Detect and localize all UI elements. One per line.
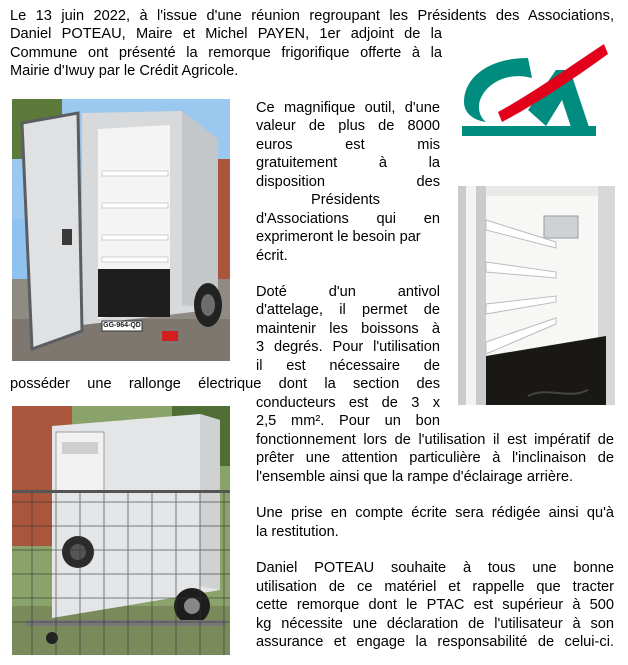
p4-line-1: Daniel POTEAU souhaite à tous une bonne [256,560,614,576]
p2-line-1: Doté d'un antivol [256,284,440,300]
p2-line-6: posséder une rallonge électrique dont la section des [10,376,440,392]
intro-line-3: Commune ont présenté la remorque frigorifique offerte à la [10,45,442,61]
p1-line-3: euros est mis [256,137,440,153]
p1-line-5: disposition des [256,174,440,190]
trailer-open-door-photo [12,99,230,361]
p1-line-6: Présidents [311,192,380,208]
p1-line-8: exprimeront le besoin par [256,229,421,245]
p2-line-9: fonctionnement lors de l'utilisation il est impératif de [256,432,614,448]
p2-line-10: prêter une attention particulière à l'inclinaison de [256,450,614,466]
p4-line-5: assurance et engage la responsabilité de celui-ci. [256,634,614,650]
intro-line-2: Daniel POTEAU, Maire et Michel PAYEN, 1er adjoint de la [10,26,442,42]
p1-line-9: écrit. [256,248,288,264]
p3-line-2: la restitution. [256,524,339,540]
p2-line-5: il est nécessaire de [256,358,440,374]
intro-line-4: Mairie d'Iwuy par le Crédit Agricole. [10,63,239,79]
credit-agricole-logo [458,40,608,140]
p1-line-2: valeur de plus de 8000 [256,118,440,134]
p1-line-7: d'Associations qui en [256,211,440,227]
trailer-side-photo [12,406,230,655]
p3-line-1: Une prise en compte écrite sera rédigée ainsi qu'à [256,505,614,521]
license-plate: GG-964-QD [103,322,141,329]
p4-line-3: cette remorque dont le PTAC est supérieur à 500 [256,597,614,613]
p2-line-11: l'ensemble ainsi que la rampe d'éclairage arrière. [256,469,574,485]
p4-line-4: kg nécessite une déclaration de l'utilisateur à son [256,616,614,632]
p2-line-7: conducteurs est de 3 x [256,395,440,411]
trailer-interior-photo [458,186,615,405]
p2-line-2: d'attelage, il permet de [256,302,440,318]
p1-line-4: gratuitement à la [256,155,440,171]
p1-line-1: Ce magnifique outil, d'une [256,100,440,116]
intro-line-1: Le 13 juin 2022, à l'issue d'une réunion regroupant les Présidents des Associations, [10,8,614,24]
p4-line-2: utilisation de ce matériel et rappelle que tracter [256,579,614,595]
p2-line-3: maintenir les boissons à [256,321,440,337]
p2-line-4: 3 degrés. Pour l'utilisation [256,339,440,355]
p2-line-8: 2,5 mm². Pour un bon [256,413,440,429]
